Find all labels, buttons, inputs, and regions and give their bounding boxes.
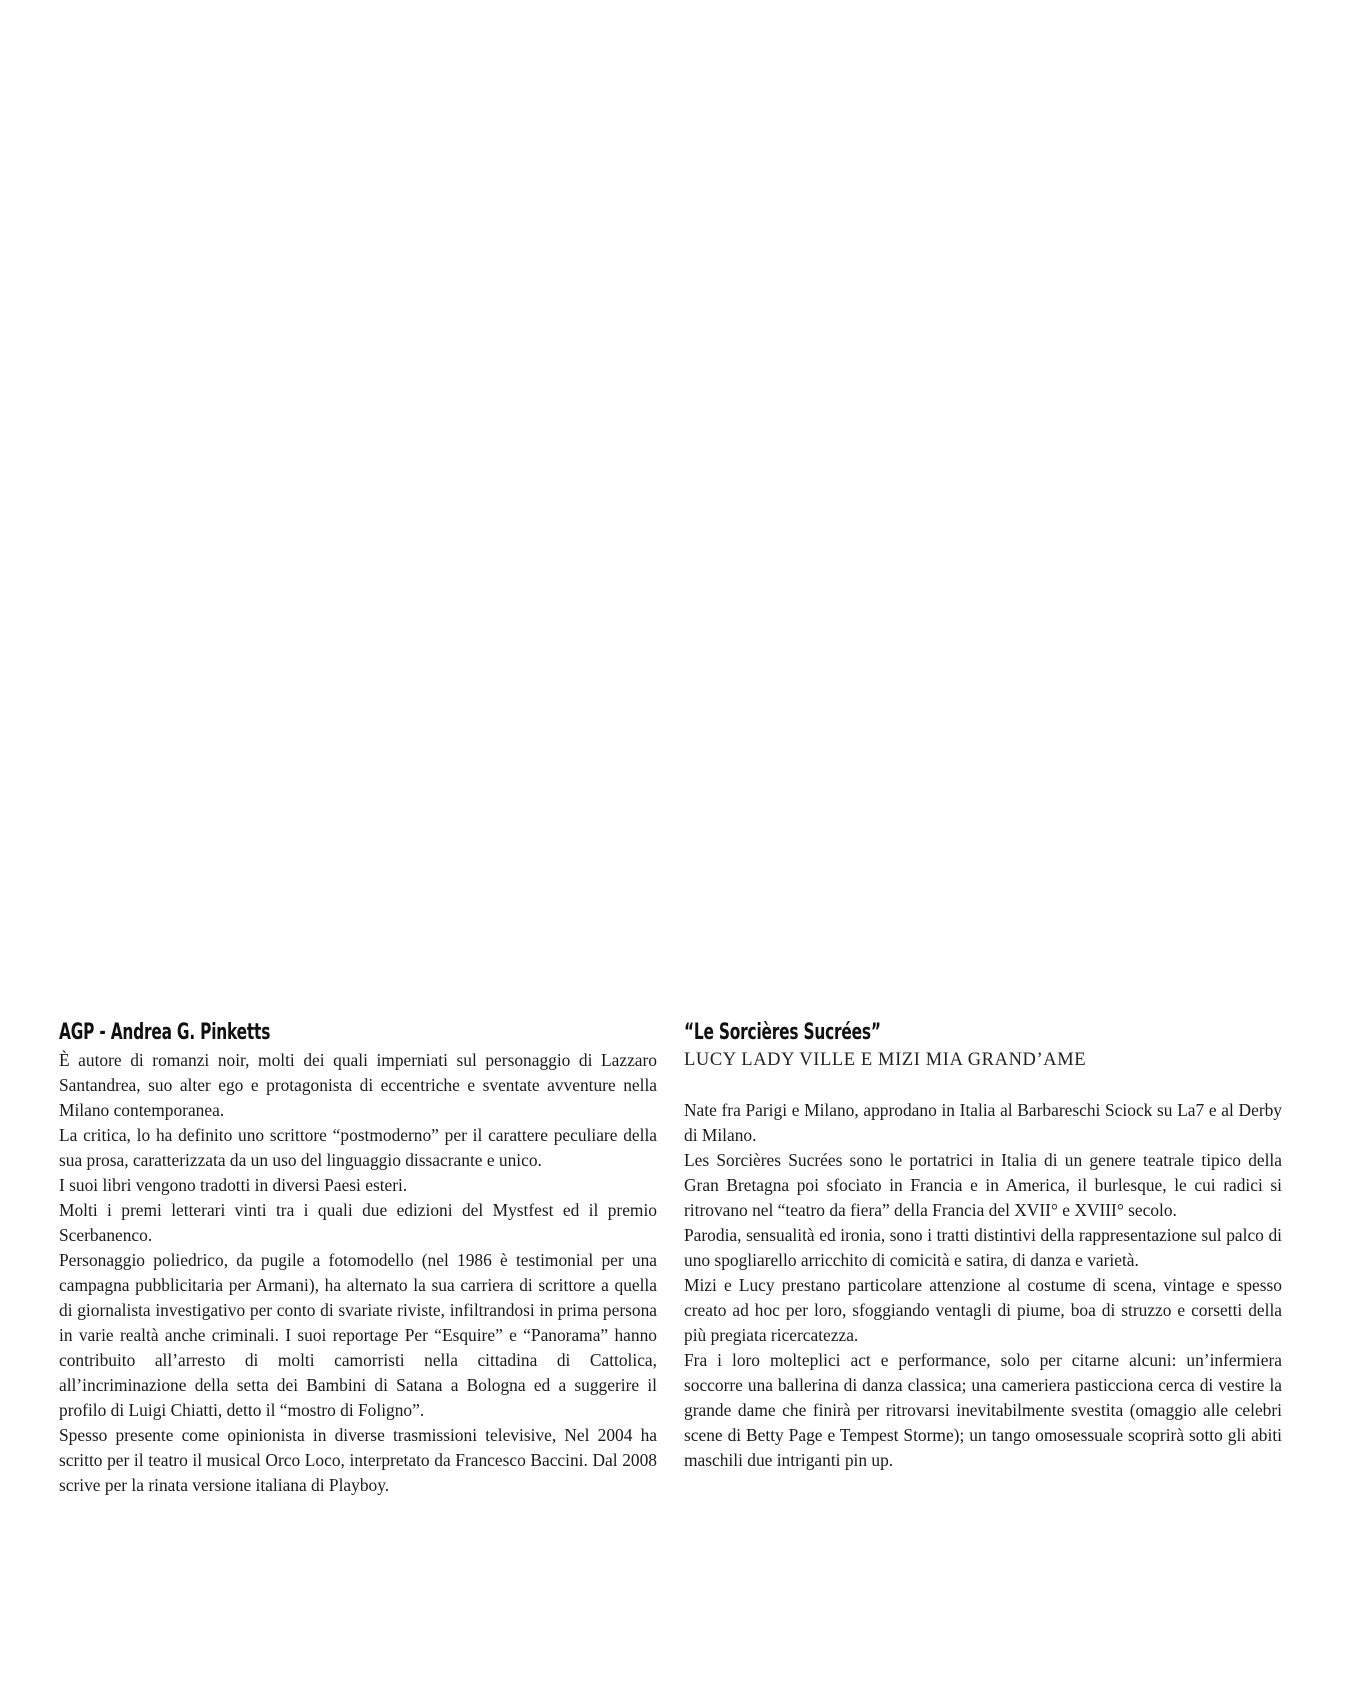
right-paragraph: Parodia, sensualità ed ironia, sono i tratti distintivi della rappresentazione sul palco di uno spogliarello arricchito di comicità e satira, di danza e varietà. [684,1225,1282,1270]
left-heading: AGP - Andrea G. Pinketts [59,1020,271,1045]
left-paragraph: La critica, lo ha definito uno scrittore “postmoderno” per il carattere peculiare della sua prosa, caratterizzata da un uso del linguaggio dissacrante e unico. [59,1125,657,1170]
right-paragraph: Fra i loro molteplici act e performance, solo per citarne alcuni: un’infermiera soccorre una ballerina di danza classica; una cameriera pasticciona cerca di vestire la grande dame che finirà per ritrovarsi inevitabilmente svestita (omaggio alle celebri scene di Betty Page e Tempest Storme); un tango omosessuale scoprirà sotto gli abiti maschili due intriganti pin up. [684,1350,1282,1470]
right-paragraph: Les Sorcières Sucrées sono le portatrici in Italia di un genere teatrale tipico della Gran Bretagna poi sfociato in Francia e in America, il burlesque, le cui radici si ritrovano nel “teatro da fiera” della Francia del XVII° e XVIII° secolo. [684,1150,1282,1220]
left-paragraph: È autore di romanzi noir, molti dei quali imperniati sul personaggio di Lazzaro Santandrea, suo alter ego e protagonista di eccentriche e sventate avventure nella Milano contemporanea. [59,1050,657,1120]
left-column [59,1018,657,1498]
left-paragraph: I suoi libri vengono tradotti in diversi Paesi esteri. [59,1175,408,1195]
left-paragraph: Personaggio poliedrico, da pugile a fotomodello (nel 1986 è testimonial per una campagna pubblicitaria per Armani), ha alternato la sua carriera di scrittore a quella di giornalista investigativo per conto di svariate riviste, infiltrandosi in prima persona in varie realtà anche criminali. I suoi reportage Per “Esquire” e “Panorama” hanno contribuito all’arresto di molti camorristi nella cittadina di Cattolica, all’incriminazione della setta dei Bambini di Satana a Bologna ed a suggerire il profilo di Luigi Chiatti, detto il “mostro di Foligno”. [59,1250,657,1420]
right-paragraph: Mizi e Lucy prestano particolare attenzione al costume di scena, vintage e spesso creato ad hoc per loro, sfoggiando ventagli di piume, boa di struzzo e corsetti della più pregiata ricercatezza. [684,1275,1282,1345]
left-paragraph: Spesso presente come opinionista in diverse trasmissioni televisive, Nel 2004 ha scritto per il teatro il musical Orco Loco, interpretato da Francesco Baccini. Dal 2008 scrive per la rinata versione italiana di Playboy. [59,1425,657,1495]
left-paragraph: Molti i premi letterari vinti tra i quali due edizioni del Mystfest ed il premio Scerbanenco. [59,1200,657,1245]
paragraph-spacer [684,1073,1282,1098]
right-subheading: LUCY LADY VILLE E MIZI MIA GRAND’AME [684,1050,1087,1070]
right-paragraph: Nate fra Parigi e Milano, approdano in Italia al Barbareschi Sciock su La7 e al Derby di Milano. [684,1100,1282,1145]
right-heading: “Le Sorcières Sucrées” [684,1020,881,1045]
right-column [684,1018,1282,1473]
